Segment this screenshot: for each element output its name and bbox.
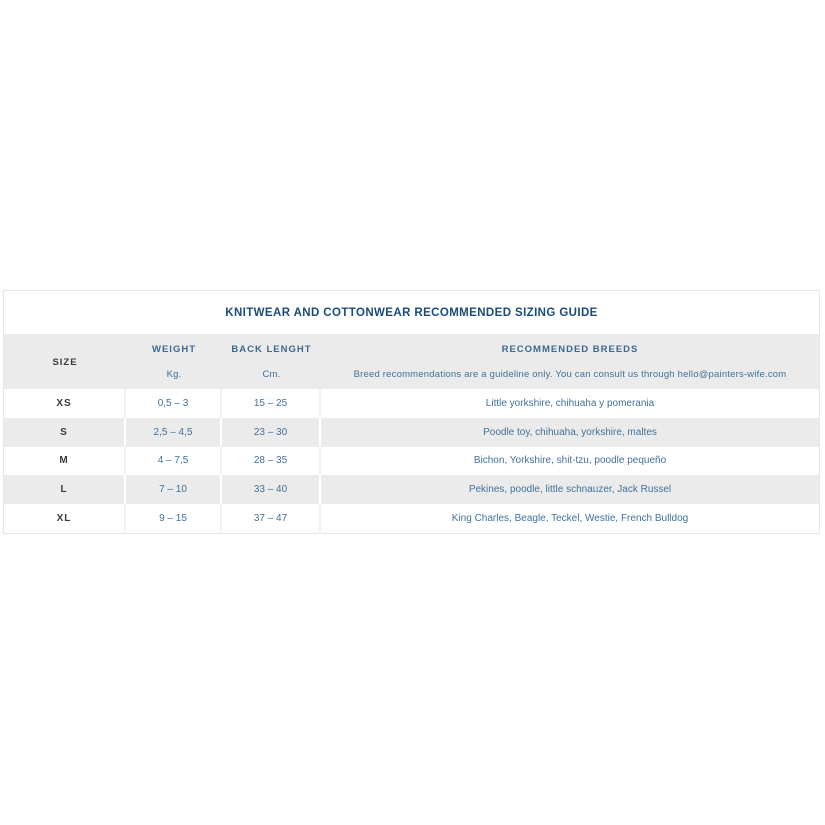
column-header-weight-cell xyxy=(126,334,222,389)
breeds-cell: Pekines, poodle, little schnauzer, Jack Russel xyxy=(468,484,672,496)
back-length-cell: 15 – 25 xyxy=(222,389,321,418)
table-row-xl xyxy=(4,504,819,533)
column-header-back-length-cell xyxy=(222,334,321,389)
size-cell: XL xyxy=(4,504,126,533)
table-title-band xyxy=(4,291,819,334)
column-header-back-length: BACK LENGHT xyxy=(231,344,312,355)
table-row-xs xyxy=(4,389,819,418)
breeds-cell: Little yorkshire, chihuaha y pomerania xyxy=(485,397,655,409)
breeds-cell: King Charles, Beagle, Teckel, Westie, French Bulldog xyxy=(451,513,689,525)
column-header-breeds-cell xyxy=(321,334,819,389)
size-cell: M xyxy=(4,447,126,476)
weight-cell: 9 – 15 xyxy=(126,504,222,533)
column-header-weight: WEIGHT xyxy=(152,344,196,355)
back-length-cell: 37 – 47 xyxy=(222,504,321,533)
size-cell: L xyxy=(4,475,126,504)
back-length-cell: 23 – 30 xyxy=(222,418,321,447)
weight-cell: 4 – 7,5 xyxy=(126,447,222,476)
table-header-row xyxy=(4,334,819,389)
table-row-m xyxy=(4,447,819,476)
size-cell: XS xyxy=(4,389,126,418)
table-row-l xyxy=(4,475,819,504)
breeds-cell: Bichon, Yorkshire, shit-tzu, poodle pequeño xyxy=(473,455,667,467)
sizing-guide-table xyxy=(3,290,820,534)
column-header-size: SIZE xyxy=(52,356,78,368)
table-row-s xyxy=(4,418,819,447)
weight-cell: 2,5 – 4,5 xyxy=(126,418,222,447)
table-title: KNITWEAR AND COTTONWEAR RECOMMENDED SIZING GUIDE xyxy=(225,306,598,319)
back-length-cell: 28 – 35 xyxy=(222,447,321,476)
breeds-cell: Poodle toy, chihuaha, yorkshire, maltes xyxy=(483,426,657,438)
column-header-size-cell xyxy=(4,334,126,389)
column-unit-weight: Kg. xyxy=(166,369,182,380)
weight-cell: 0,5 – 3 xyxy=(126,389,222,418)
back-length-cell: 33 – 40 xyxy=(222,475,321,504)
weight-cell: 7 – 10 xyxy=(126,475,222,504)
column-header-breeds: RECOMMENDED BREEDS xyxy=(501,344,639,355)
breeds-note: Breed recommendations are a guideline only. You can consult us through hello@painters-wife.com xyxy=(353,369,787,380)
size-cell: S xyxy=(4,418,126,447)
column-unit-back-length: Cm. xyxy=(262,369,281,380)
